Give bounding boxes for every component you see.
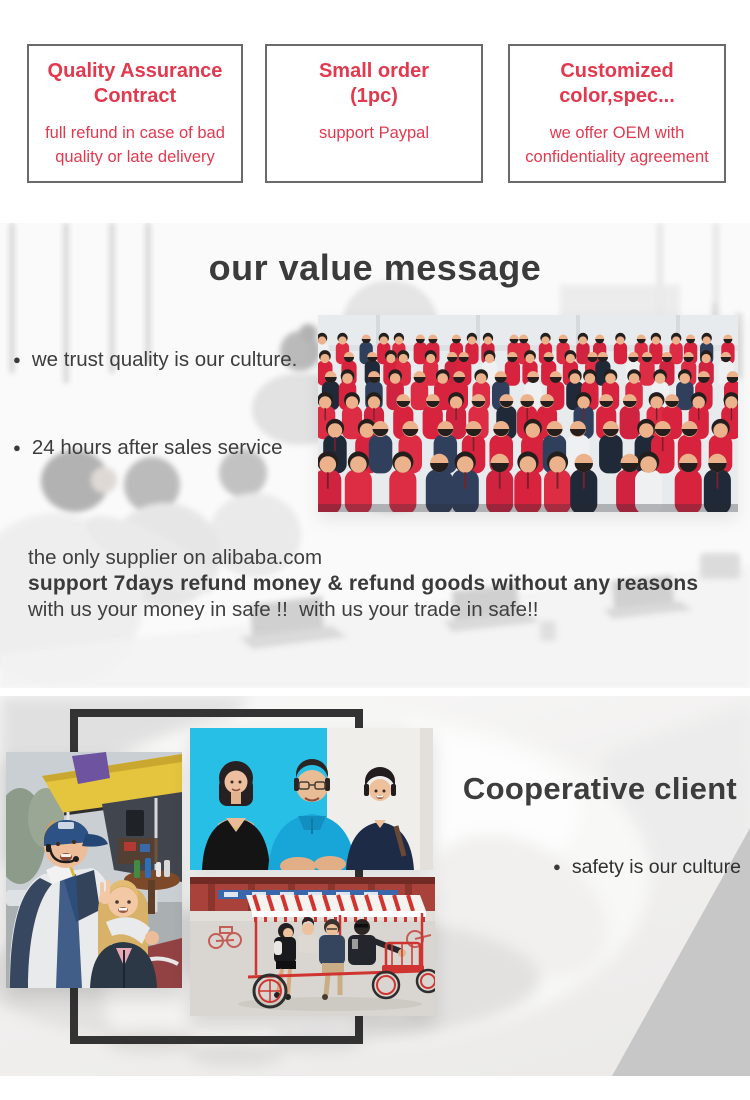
client-bullet-text: safety is our culture <box>571 856 741 878</box>
bullet-icon: ● <box>13 352 21 367</box>
value-message-section <box>0 223 750 688</box>
feature-box-title-line2: (1pc) <box>350 85 398 107</box>
bullet-icon: ● <box>553 859 561 874</box>
feature-box-title <box>267 59 481 109</box>
cooperative-client-section <box>0 696 750 1076</box>
bullet-icon: ● <box>13 440 21 455</box>
feature-box-quality-assurance <box>27 44 243 183</box>
value-bullet-item <box>13 348 297 372</box>
feature-box-title <box>510 59 724 109</box>
feature-box-customized <box>508 44 726 183</box>
value-section-heading: our value message <box>208 247 542 288</box>
client-photo-outdoor <box>6 752 182 988</box>
team-photo <box>318 315 738 512</box>
client-section-heading: Cooperative client <box>462 771 738 806</box>
client-photo-surrey-bike <box>190 877 435 1016</box>
value-text-block <box>28 545 744 623</box>
feature-box-body: support Paypal <box>318 124 430 142</box>
feature-box-title-line2: color,spec... <box>559 85 675 107</box>
value-bullet-text: we trust quality is our culture. <box>31 348 298 371</box>
feature-box-small-order <box>265 44 483 183</box>
feature-box-title-line2: Contract <box>93 85 177 107</box>
value-bullet-text: 24 hours after sales service <box>31 436 283 459</box>
value-text-line3: with us your money in safe !! with us your trade in safe!! <box>28 598 539 621</box>
feature-box-body: full refund in case of bad quality or late delivery <box>45 124 225 166</box>
value-bullet-item <box>13 436 283 460</box>
feature-box-title-line1: Quality Assurance <box>47 60 223 82</box>
client-photo-indoor <box>190 728 433 870</box>
client-bullet-item <box>553 856 741 879</box>
value-text-line1: the only supplier on alibaba.com <box>28 546 323 569</box>
value-text-line2: support 7days refund money & refund goods without any reasons <box>28 572 699 595</box>
feature-box-title-line1: Customized <box>560 60 674 82</box>
feature-box-title <box>29 59 241 109</box>
feature-box-body: we offer OEM with confidentiality agreement <box>525 124 709 166</box>
feature-box-title-line1: Small order <box>318 60 430 82</box>
